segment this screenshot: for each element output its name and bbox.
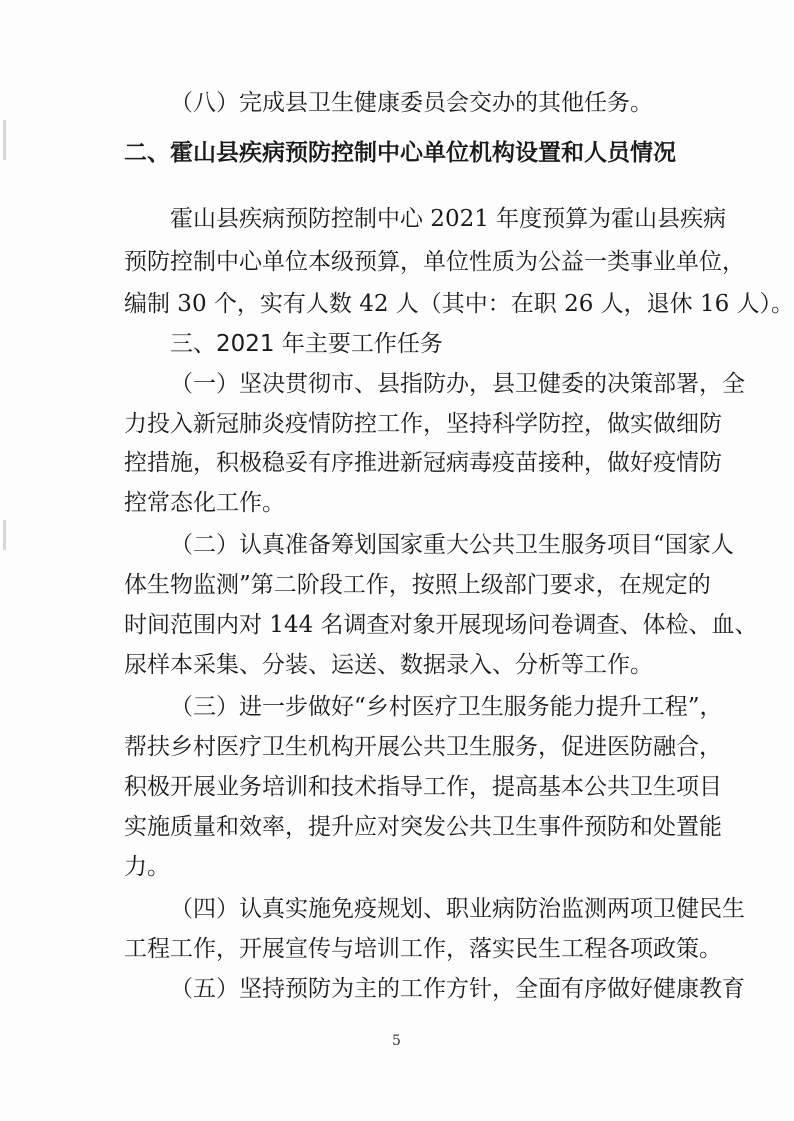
text-line: 霍山县疾病预防控制中心 2021 年度预算为霍山县疾病 (170, 206, 727, 232)
text-line: （四）认真实施免疫规划、职业病防治监测两项卫健民生 (170, 896, 745, 922)
text-line: 尿样本采集、分装、运送、数据录入、分析等工作。 (124, 652, 653, 678)
text-line: 控措施，积极稳妥有序推进新冠病毒疫苗接种，做好疫情防 (124, 450, 722, 476)
text-line: 力。 (124, 854, 170, 880)
text-line: 时间范围内对 144 名调查对象开展现场问卷调查、体检、血、 (124, 612, 758, 638)
text-line: 力投入新冠肺炎疫情防控工作，坚持科学防控，做实做细防 (124, 411, 722, 437)
scan-edge-mark (3, 520, 6, 550)
text-line: 体生物监测”第二阶段工作，按照上级部门要求，在规定的 (124, 572, 711, 598)
scan-edge-mark (3, 120, 6, 160)
text-line: 预防控制中心单位本级预算，单位性质为公益一类事业单位， (124, 249, 745, 275)
text-line: （三）进一步做好“乡村医疗卫生服务能力提升工程”， (170, 694, 723, 720)
text-line: （二）认真准备筹划国家重大公共卫生服务项目“国家人 (170, 532, 734, 558)
page-number: 5 (392, 1033, 401, 1049)
section-heading: 三、2021 年主要工作任务 (170, 331, 443, 357)
text-line: （八）完成县卫生健康委员会交办的其他任务。 (170, 90, 653, 116)
text-line: （一）坚决贯彻市、县指防办，县卫健委的决策部署，全 (170, 371, 745, 397)
text-line: 帮扶乡村医疗卫生机构开展公共卫生服务，促进医防融合， (124, 734, 722, 760)
text-line: 编制 30 个，实有人数 42 人（其中：在职 26 人，退休 16 人）。 (124, 291, 794, 317)
text-line: （五）坚持预防为主的工作方针，全面有序做好健康教育 (170, 976, 745, 1002)
text-line: 控常态化工作。 (124, 490, 285, 516)
text-line: 实施质量和效率，提升应对突发公共卫生事件预防和处置能 (124, 814, 722, 840)
text-line: 工程工作，开展宣传与培训工作，落实民生工程各项政策。 (124, 936, 722, 962)
section-heading: 二、霍山县疾病预防控制中心单位机构设置和人员情况 (124, 140, 676, 166)
text-line: 积极开展业务培训和技术指导工作，提高基本公共卫生项目 (124, 774, 722, 800)
